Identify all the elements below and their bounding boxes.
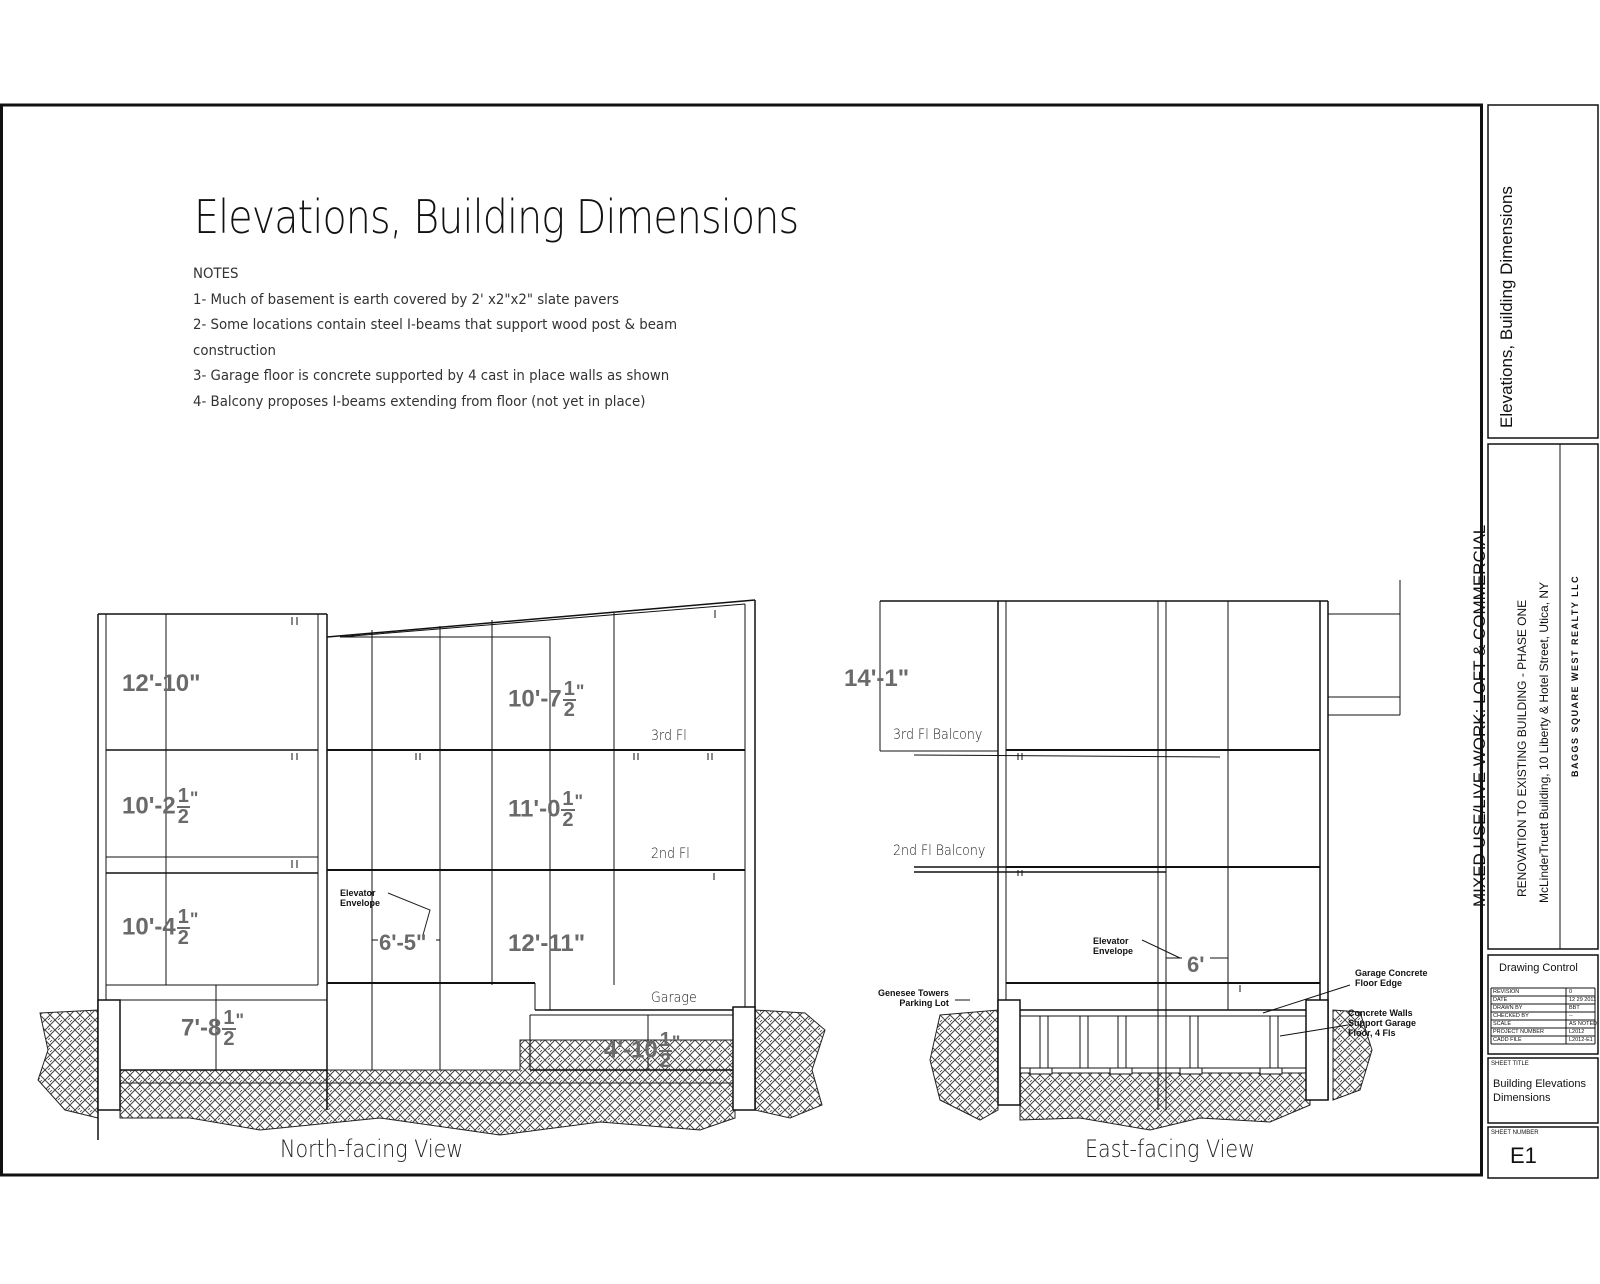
dim-north-4-10-half: 4'-10 $\frac{1}{2}$ " xyxy=(604,1029,681,1072)
note-2: 2- Some locations contain steel I-beams that support wood post & beam xyxy=(193,317,678,333)
note-2-cont: construction xyxy=(193,342,276,359)
dim-north-10-4-half: 10'-4 $\frac{1}{2}$ " xyxy=(122,906,199,949)
control-row: DATE 12 29 2011 xyxy=(1493,997,1597,1003)
tb-project-line3: McLinderTruett Building, 10 Liberty & Hotel Street, Utica, NY xyxy=(1537,581,1551,903)
dim-north-6-5: 6'-5" xyxy=(379,930,427,955)
control-row: SCALE AS NOTED xyxy=(1493,1021,1598,1027)
callout-north-elevator: Elevator Envelope xyxy=(340,888,381,908)
label-north-2nd-fl: 2nd Fl xyxy=(651,846,690,862)
note-3: 3- Garage floor is concrete supported by 4 cast in place walls as shown xyxy=(193,368,670,384)
control-row: CADD FILE L2012-E1 xyxy=(1493,1037,1593,1043)
callout-east-concrete-walls: Concrete Walls Support Garage Floor, 4 Fls xyxy=(1348,1008,1417,1038)
tb-vertical-title: Elevations, Building Dimensions xyxy=(1497,186,1516,428)
control-row: CHECKED BY -- xyxy=(1493,1013,1573,1019)
dim-north-10-2-half: 10'-2 $\frac{1}{2}$ " xyxy=(122,785,199,828)
tb-drawing-control-heading: Drawing Control xyxy=(1499,962,1578,974)
dim-north-12-11: 12'-11" xyxy=(508,930,586,957)
tb-sheet-title-value1: Building Elevations xyxy=(1493,1078,1586,1090)
dim-north-10-7-half: 10'-7 $\frac{1}{2}$ " xyxy=(508,678,585,721)
callout-east-garage-edge: Garage Concrete Floor Edge xyxy=(1355,968,1428,988)
dim-north-12-10: 12'-10" xyxy=(122,670,201,697)
control-row: PROJECT NUMBER L2012 xyxy=(1493,1029,1585,1035)
notes-heading: NOTES xyxy=(193,266,239,282)
callout-east-elevator: Elevator Envelope xyxy=(1093,936,1134,956)
tb-sheet-number-label: SHEET NUMBER xyxy=(1491,1130,1539,1136)
note-4: 4- Balcony proposes I-beams extending from floor (not yet in place) xyxy=(193,393,646,410)
note-1: 1- Much of basement is earth covered by 2' x2"x2" slate pavers xyxy=(193,291,619,308)
tb-project-line1: MIXED USE/LIVE-WORK: LOFT & COMMERCIAL xyxy=(1470,524,1489,907)
tb-sheet-title-value2: Dimensions xyxy=(1493,1092,1551,1104)
dim-north-7-8-half: 7'-8 $\frac{1}{2}$ " xyxy=(181,1007,245,1050)
tb-sheet-title-label: SHEET TITLE xyxy=(1491,1061,1529,1067)
east-view-label: East-facing View xyxy=(1085,1135,1255,1163)
north-view-label: North-facing View xyxy=(280,1135,464,1163)
control-row: REVISION 0 xyxy=(1493,989,1573,995)
tb-project-line2: RENOVATION TO EXISTING BUILDING - PHASE ONE xyxy=(1515,599,1529,897)
label-east-3rd-balcony: 3rd Fl Balcony xyxy=(893,727,983,743)
control-row: DRAWN BY BBT xyxy=(1493,1005,1580,1011)
label-north-garage: Garage xyxy=(651,990,697,1006)
callout-east-parking: Genesee Towers Parking Lot xyxy=(878,988,949,1008)
label-north-3rd-fl: 3rd Fl xyxy=(651,728,687,744)
label-east-2nd-balcony: 2nd Fl Balcony xyxy=(893,843,986,859)
dim-east-14-1: 14'-1" xyxy=(844,665,910,692)
tb-sheet-number: E1 xyxy=(1510,1143,1537,1168)
dim-east-6: 6' xyxy=(1187,952,1205,977)
tb-owner: BAGGS SQUARE WEST REALTY LLC xyxy=(1570,574,1580,777)
dim-north-11-0-half: 11'-0 $\frac{1}{2}$ " xyxy=(508,788,584,831)
sheet-title: Elevations, Building Dimensions xyxy=(194,190,799,244)
notes-block xyxy=(193,262,677,415)
